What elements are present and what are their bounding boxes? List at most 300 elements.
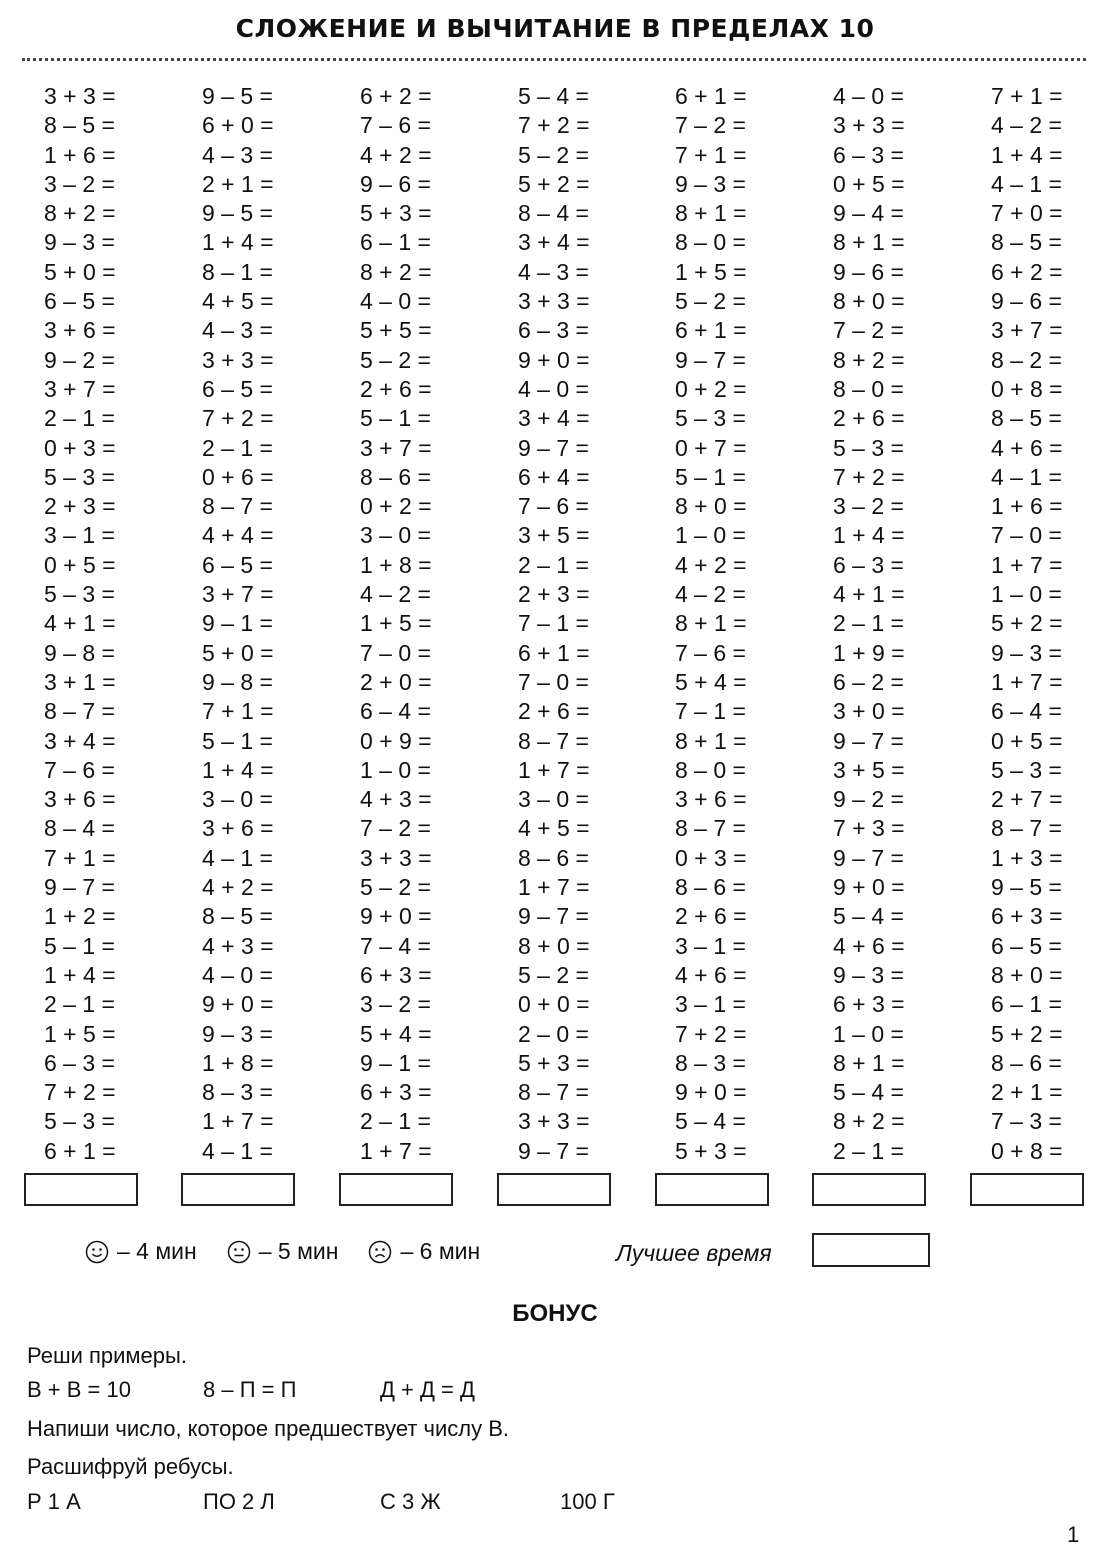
exercise: 3 + 7 = (44, 375, 116, 402)
exercise: 8 + 0 = (675, 493, 747, 520)
exercise: 8 + 0 = (518, 932, 590, 959)
exercise: 6 + 2 = (991, 258, 1063, 285)
exercise: 8 – 6 = (675, 874, 746, 901)
exercise: 8 – 6 = (360, 463, 431, 490)
exercise: 8 + 1 = (675, 610, 747, 637)
exercise: 9 – 3 = (675, 170, 746, 197)
exercise: 5 – 2 = (360, 346, 431, 373)
exercise: 2 + 6 = (833, 405, 905, 432)
exercise: 9 – 3 = (44, 229, 115, 256)
timing-text: – 6 мин (400, 1238, 481, 1264)
exercise: 3 + 5 = (833, 756, 905, 783)
exercise: 5 – 4 = (675, 1108, 746, 1135)
exercise: 9 – 3 = (202, 1020, 273, 1047)
exercise: 1 + 3 = (991, 844, 1063, 871)
exercise: 6 – 3 = (833, 551, 904, 578)
exercise: 8 – 4 = (518, 200, 589, 227)
exercise: 9 – 7 = (518, 1137, 589, 1164)
exercise: 1 – 0 = (833, 1020, 904, 1047)
exercise: 6 + 3 = (833, 991, 905, 1018)
exercise: 0 + 2 = (360, 493, 432, 520)
exercise: 5 – 1 = (360, 405, 431, 432)
exercise: 8 – 7 = (518, 727, 589, 754)
column-answer-box[interactable] (497, 1173, 611, 1206)
exercise: 7 + 1 = (44, 844, 116, 871)
exercise: 1 + 5 = (360, 610, 432, 637)
exercise: 1 + 7 = (518, 756, 590, 783)
rebus-item: Р 1 А (27, 1489, 81, 1514)
exercise: 2 – 1 = (202, 434, 273, 461)
exercise: 6 + 3 = (360, 1079, 432, 1106)
exercise: 6 – 5 = (991, 932, 1062, 959)
exercise: 4 – 1 = (202, 844, 273, 871)
exercise: 4 + 5 = (518, 815, 590, 842)
exercise: 7 – 6 = (675, 639, 746, 666)
exercise: 4 + 6 = (833, 932, 905, 959)
timing-text: – 5 мин (258, 1238, 339, 1264)
exercise: 6 + 1 = (518, 639, 590, 666)
rebus-item: 100 Г (560, 1489, 615, 1514)
exercise: 5 – 1 = (44, 932, 115, 959)
exercise: 4 – 0 = (833, 83, 904, 109)
dotted-divider (22, 58, 1086, 61)
exercise: 4 – 1 = (202, 1137, 273, 1164)
exercise: 2 + 6 = (675, 903, 747, 930)
exercise: 8 – 2 = (991, 346, 1062, 373)
exercise: 1 + 9 = (833, 639, 905, 666)
exercise: 5 – 2 = (518, 961, 589, 988)
exercise: 5 + 4 = (360, 1020, 432, 1047)
exercise: 8 – 6 = (518, 844, 589, 871)
timing-text: – 4 мин (117, 1238, 197, 1264)
exercise: 9 + 0 = (518, 346, 590, 373)
exercise: 7 + 2 = (675, 1020, 747, 1047)
exercise: 5 – 4 = (833, 903, 904, 930)
exercise: 6 – 3 = (833, 141, 904, 168)
answer-boxes (0, 1173, 1100, 1213)
exercise: 1 + 7 = (360, 1137, 432, 1164)
exercise: 5 – 1 = (202, 727, 273, 754)
bonus-heading: БОНУС (512, 1300, 598, 1327)
timing-legend (85, 1238, 510, 1265)
exercise: 7 – 6 = (360, 112, 431, 139)
exercise: 7 + 0 = (991, 200, 1063, 227)
exercise: 6 – 3 = (44, 1049, 115, 1076)
exercise: 8 – 1 = (202, 258, 273, 285)
exercise: 6 + 1 = (44, 1137, 116, 1164)
exercise: 5 + 3 = (518, 1049, 590, 1076)
exercise: 5 + 4 = (675, 668, 747, 695)
exercise: 9 – 7 = (675, 346, 746, 373)
exercise: 2 – 1 = (360, 1108, 431, 1135)
exercise-column (360, 82, 500, 1166)
exercise: 4 + 6 = (991, 434, 1063, 461)
exercise: 6 – 5 = (202, 375, 273, 402)
exercise: 7 + 1 = (991, 83, 1063, 109)
best-time-box[interactable] (812, 1233, 930, 1267)
exercise-column (675, 82, 815, 1166)
exercise: 7 + 2 = (44, 1079, 116, 1106)
exercise: 7 – 4 = (360, 932, 431, 959)
exercise: 4 – 1 = (991, 463, 1062, 490)
exercise: 6 – 1 = (991, 991, 1062, 1018)
exercise: 4 – 2 = (360, 581, 431, 608)
exercise: 9 – 3 = (833, 961, 904, 988)
exercise: 8 – 3 = (202, 1079, 273, 1106)
exercise: 7 + 2 = (833, 463, 905, 490)
exercise: 3 – 0 = (360, 522, 431, 549)
exercise: 4 + 1 = (833, 581, 905, 608)
exercise: 6 – 4 = (991, 698, 1062, 725)
exercise: 1 + 7 = (991, 551, 1063, 578)
exercise-column (44, 82, 184, 1166)
timing-item-medium (227, 1238, 339, 1265)
exercise: 6 – 5 = (44, 288, 115, 315)
exercise: 1 + 2 = (44, 903, 116, 930)
exercise: 9 + 0 = (675, 1079, 747, 1106)
exercise: 9 – 6 = (360, 170, 431, 197)
exercise: 7 – 2 = (675, 112, 746, 139)
exercise: 9 – 1 = (202, 610, 273, 637)
exercise: 5 – 1 = (675, 463, 746, 490)
exercise: 7 – 0 = (518, 668, 589, 695)
exercise-grid (0, 82, 1100, 1172)
exercise: 4 + 2 = (360, 141, 432, 168)
exercise: 1 – 0 = (360, 756, 431, 783)
exercise: 0 + 3 = (44, 434, 116, 461)
exercise: 3 + 6 = (202, 815, 274, 842)
exercise-column (991, 82, 1100, 1166)
exercise: 1 + 6 = (44, 141, 116, 168)
exercise: 3 + 5 = (518, 522, 590, 549)
exercise: 3 + 6 = (675, 786, 747, 813)
exercise: 7 – 0 = (360, 639, 431, 666)
exercise: 7 – 0 = (991, 522, 1062, 549)
exercise: 8 – 4 = (44, 815, 115, 842)
exercise: 8 – 0 = (833, 375, 904, 402)
bonus-predecessor-task: Напиши число, которое предшествует числу В. (27, 1416, 510, 1441)
exercise: 5 – 2 = (675, 288, 746, 315)
exercise: 1 + 8 = (360, 551, 432, 578)
exercise: 2 + 7 = (991, 786, 1063, 813)
bonus-solve-label: Реши примеры. (27, 1343, 187, 1368)
exercise: 3 + 7 = (360, 434, 432, 461)
exercise: 9 – 5 = (202, 83, 273, 109)
exercise: 5 + 5 = (360, 317, 432, 344)
exercise: 9 – 7 = (518, 903, 589, 930)
column-answer-box[interactable] (655, 1173, 769, 1206)
exercise: 3 + 7 = (202, 581, 274, 608)
exercise: 2 + 1 = (991, 1079, 1063, 1106)
exercise: 8 – 3 = (675, 1049, 746, 1076)
exercise: 5 – 3 = (44, 581, 115, 608)
exercise: 6 – 5 = (202, 551, 273, 578)
exercise: 0 + 8 = (991, 1137, 1063, 1164)
sad-icon (368, 1240, 392, 1264)
exercise: 3 – 0 = (202, 786, 273, 813)
exercise: 4 – 0 = (518, 375, 589, 402)
exercise: 1 + 4 = (44, 961, 116, 988)
exercise: 1 – 0 = (991, 581, 1062, 608)
exercise: 8 – 5 = (44, 112, 115, 139)
exercise: 7 + 2 = (518, 112, 590, 139)
exercise: 3 + 4 = (518, 405, 590, 432)
exercise-column (518, 82, 658, 1166)
exercise: 4 + 3 = (202, 932, 274, 959)
exercise: 8 – 7 = (991, 815, 1062, 842)
exercise: 8 – 5 = (991, 229, 1062, 256)
exercise: 4 + 1 = (44, 610, 116, 637)
exercise: 8 + 1 = (833, 1049, 905, 1076)
bonus-rebus-label: Расшифруй ребусы. (27, 1454, 234, 1479)
exercise: 3 + 3 = (833, 112, 905, 139)
exercise: 4 + 3 = (360, 786, 432, 813)
exercise: 5 – 3 = (991, 756, 1062, 783)
exercise: 9 – 2 = (833, 786, 904, 813)
exercise: 0 + 9 = (360, 727, 432, 754)
exercise: 6 + 3 = (360, 961, 432, 988)
exercise: 8 – 7 = (675, 815, 746, 842)
exercise: 4 + 6 = (675, 961, 747, 988)
column-answer-box[interactable] (181, 1173, 295, 1206)
exercise: 9 + 0 = (360, 903, 432, 930)
exercise: 0 + 5 = (44, 551, 116, 578)
exercise: 8 + 1 = (833, 229, 905, 256)
exercise: 2 + 1 = (202, 170, 274, 197)
exercise: 4 – 2 = (675, 581, 746, 608)
exercise: 2 + 3 = (44, 493, 116, 520)
exercise: 3 + 7 = (991, 317, 1063, 344)
exercise: 6 – 3 = (518, 317, 589, 344)
exercise: 7 – 1 = (675, 698, 746, 725)
exercise: 3 + 6 = (44, 317, 116, 344)
exercise: 3 + 4 = (518, 229, 590, 256)
exercise-column (202, 82, 342, 1166)
exercise: 2 – 1 = (518, 551, 589, 578)
exercise: 6 – 2 = (833, 668, 904, 695)
exercise: 2 – 1 = (833, 1137, 904, 1164)
exercise: 3 – 1 = (675, 991, 746, 1018)
exercise: 5 + 0 = (202, 639, 274, 666)
exercise: 5 + 2 = (991, 1020, 1063, 1047)
exercise: 3 + 3 = (518, 1108, 590, 1135)
exercise: 4 – 3 = (202, 317, 273, 344)
exercise: 9 – 7 = (518, 434, 589, 461)
exercise: 6 + 0 = (202, 112, 274, 139)
exercise: 1 + 4 = (833, 522, 905, 549)
exercise: 5 + 0 = (44, 258, 116, 285)
exercise: 9 – 4 = (833, 200, 904, 227)
exercise: 7 – 2 = (833, 317, 904, 344)
column-answer-box[interactable] (24, 1173, 138, 1206)
exercise: 8 + 2 = (44, 200, 116, 227)
exercise: 3 – 0 = (518, 786, 589, 813)
exercise: 4 – 3 = (202, 141, 273, 168)
exercise: 2 + 6 = (518, 698, 590, 725)
exercise: 1 + 4 = (991, 141, 1063, 168)
exercise: 1 + 8 = (202, 1049, 274, 1076)
exercise: 2 – 1 = (44, 991, 115, 1018)
exercise: 1 + 5 = (44, 1020, 116, 1047)
exercise: 1 + 7 = (202, 1108, 274, 1135)
exercise: 4 – 2 = (991, 112, 1062, 139)
exercise: 9 – 2 = (44, 346, 115, 373)
exercise: 1 – 0 = (675, 522, 746, 549)
exercise: 7 – 6 = (518, 493, 589, 520)
exercise: 5 – 2 = (518, 141, 589, 168)
exercise: 4 – 3 = (518, 258, 589, 285)
column-answer-box[interactable] (339, 1173, 453, 1206)
exercise: 6 – 1 = (360, 229, 431, 256)
smile-icon (85, 1240, 109, 1264)
exercise: 0 + 0 = (518, 991, 590, 1018)
exercise: 2 – 1 = (833, 610, 904, 637)
exercise: 3 + 3 = (44, 83, 116, 109)
exercise: 3 + 6 = (44, 786, 116, 813)
exercise: 7 – 1 = (518, 610, 589, 637)
exercise: 5 – 3 = (833, 434, 904, 461)
exercise: 6 + 1 = (675, 317, 747, 344)
exercise: 8 + 2 = (833, 346, 905, 373)
exercise: 0 + 8 = (991, 375, 1063, 402)
exercise: 9 – 8 = (44, 639, 115, 666)
bonus-equation: В + В = 10 (27, 1377, 131, 1402)
exercise: 1 + 7 = (518, 874, 590, 901)
exercise: 7 + 1 = (675, 141, 747, 168)
exercise: 6 + 1 = (675, 83, 747, 109)
exercise: 5 – 3 = (44, 1108, 115, 1135)
exercise: 7 + 2 = (202, 405, 274, 432)
bonus-equation: Д + Д = Д (380, 1377, 475, 1402)
exercise: 3 – 2 = (360, 991, 431, 1018)
exercise: 6 – 4 = (360, 698, 431, 725)
exercise: 0 + 5 = (833, 170, 905, 197)
exercise: 8 + 2 = (360, 258, 432, 285)
exercise: 4 + 4 = (202, 522, 274, 549)
exercise: 3 + 4 = (44, 727, 116, 754)
exercise: 9 – 5 = (991, 874, 1062, 901)
exercise: 4 – 1 = (991, 170, 1062, 197)
exercise: 9 – 7 = (833, 727, 904, 754)
exercise: 8 + 2 = (833, 1108, 905, 1135)
column-answer-box[interactable] (812, 1173, 926, 1206)
exercise: 3 + 3 = (518, 288, 590, 315)
exercise: 8 + 1 = (675, 200, 747, 227)
exercise: 5 + 2 = (991, 610, 1063, 637)
exercise: 9 – 5 = (202, 200, 273, 227)
bonus-equation: 8 – П = П (203, 1377, 297, 1402)
exercise: 0 + 2 = (675, 375, 747, 402)
exercise: 4 + 5 = (202, 288, 274, 315)
exercise: 9 – 7 = (833, 844, 904, 871)
exercise: 9 – 1 = (360, 1049, 431, 1076)
exercise: 8 – 5 = (202, 903, 273, 930)
exercise: 1 + 5 = (675, 258, 747, 285)
exercise: 7 – 2 = (360, 815, 431, 842)
exercise: 1 + 4 = (202, 229, 274, 256)
exercise: 9 + 0 = (833, 874, 905, 901)
exercise: 5 + 3 = (360, 200, 432, 227)
exercise: 2 + 3 = (518, 581, 590, 608)
timing-item-fast (85, 1238, 197, 1265)
exercise: 9 – 6 = (833, 258, 904, 285)
exercise-column (833, 82, 973, 1166)
exercise: 9 – 6 = (991, 288, 1062, 315)
exercise: 2 – 1 = (44, 405, 115, 432)
neutral-icon (227, 1240, 251, 1264)
exercise: 8 – 0 = (675, 756, 746, 783)
exercise: 5 – 2 = (360, 874, 431, 901)
exercise: 1 + 7 = (991, 668, 1063, 695)
exercise: 0 + 3 = (675, 844, 747, 871)
exercise: 7 + 1 = (202, 698, 274, 725)
exercise: 7 – 6 = (44, 756, 115, 783)
exercise: 3 – 2 = (833, 493, 904, 520)
exercise: 8 + 0 = (991, 961, 1063, 988)
exercise: 7 – 3 = (991, 1108, 1062, 1135)
exercise: 1 + 4 = (202, 756, 274, 783)
exercise: 9 – 8 = (202, 668, 273, 695)
exercise: 4 – 0 = (202, 961, 273, 988)
exercise: 8 + 0 = (833, 288, 905, 315)
exercise: 6 + 3 = (991, 903, 1063, 930)
exercise: 3 – 1 = (44, 522, 115, 549)
exercise: 2 + 0 = (360, 668, 432, 695)
timing-item-slow (368, 1238, 480, 1265)
exercise: 0 + 5 = (991, 727, 1063, 754)
page-title: СЛОЖЕНИЕ И ВЫЧИТАНИЕ В ПРЕДЕЛАХ 10 (235, 14, 875, 43)
exercise: 3 + 1 = (44, 668, 116, 695)
exercise: 1 + 6 = (991, 493, 1063, 520)
exercise: 4 + 2 = (675, 551, 747, 578)
exercise: 3 + 3 = (360, 844, 432, 871)
rebus-item: С 3 Ж (380, 1489, 441, 1514)
exercise: 9 – 7 = (44, 874, 115, 901)
exercise: 8 – 7 = (202, 493, 273, 520)
page-number: 1 (1067, 1522, 1080, 1547)
exercise: 5 – 4 = (833, 1079, 904, 1106)
exercise: 5 + 2 = (518, 170, 590, 197)
exercise: 0 + 7 = (675, 434, 747, 461)
column-answer-box[interactable] (970, 1173, 1084, 1206)
exercise: 5 – 3 = (44, 463, 115, 490)
exercise: 3 + 0 = (833, 698, 905, 725)
exercise: 2 + 6 = (360, 375, 432, 402)
exercise: 9 + 0 = (202, 991, 274, 1018)
exercise: 4 + 2 = (202, 874, 274, 901)
exercise: 6 + 4 = (518, 463, 590, 490)
exercise: 8 + 1 = (675, 727, 747, 754)
exercise: 8 – 0 = (675, 229, 746, 256)
exercise: 5 + 3 = (675, 1137, 747, 1164)
rebus-item: ПО 2 Л (203, 1489, 275, 1514)
exercise: 4 – 0 = (360, 288, 431, 315)
exercise: 0 + 6 = (202, 463, 274, 490)
exercise: 8 – 6 = (991, 1049, 1062, 1076)
exercise: 8 – 7 = (44, 698, 115, 725)
exercise: 2 – 0 = (518, 1020, 589, 1047)
exercise: 5 – 3 = (675, 405, 746, 432)
exercise: 9 – 3 = (991, 639, 1062, 666)
exercise: 5 – 4 = (518, 83, 589, 109)
exercise: 3 + 3 = (202, 346, 274, 373)
best-time-label: Лучшее время (616, 1240, 772, 1266)
exercise: 8 – 5 = (991, 405, 1062, 432)
exercise: 3 – 2 = (44, 170, 115, 197)
exercise: 6 + 2 = (360, 83, 432, 109)
exercise: 8 – 7 = (518, 1079, 589, 1106)
exercise: 7 + 3 = (833, 815, 905, 842)
